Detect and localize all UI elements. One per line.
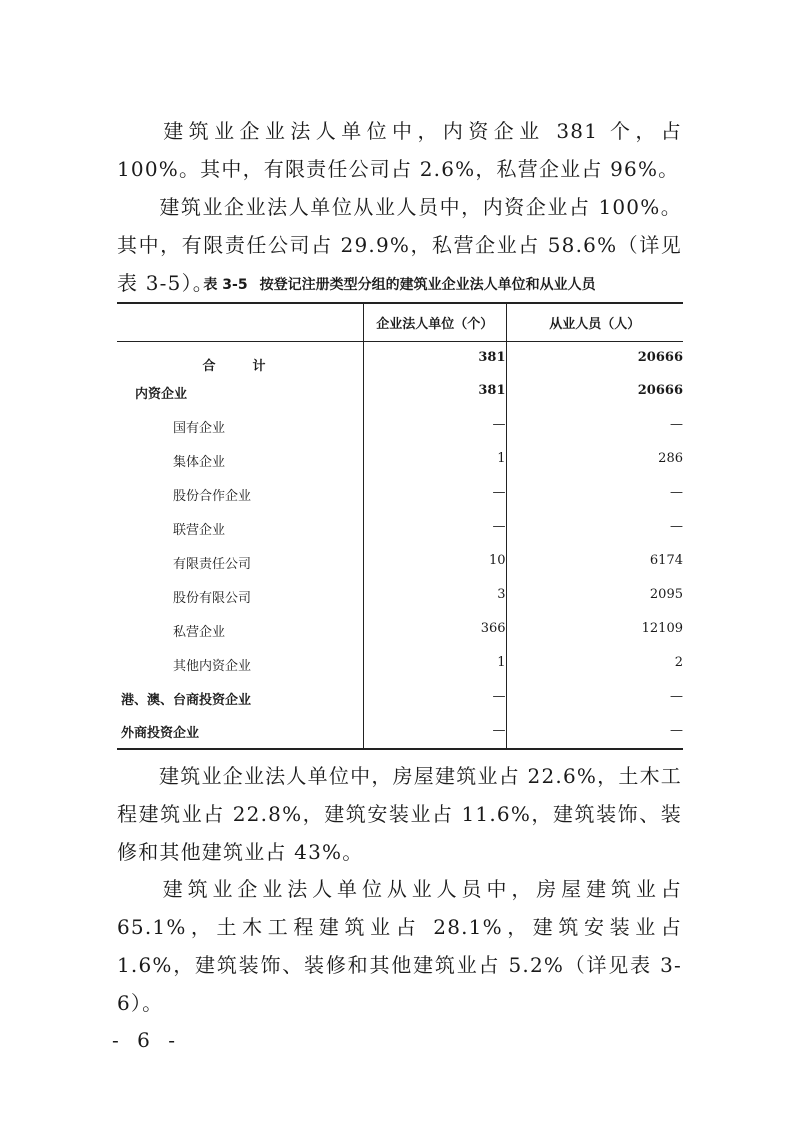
table-row — [117, 477, 683, 511]
header-category — [117, 303, 364, 341]
row-label: 集体企业 — [173, 454, 226, 470]
paragraph-industry-units: 建筑业企业法人单位中，房屋建筑业占 22.6%，土木工程建筑业占 22.8%，建筑安装业占 11.6%，建筑装饰、装修和其他建筑业占 43%。 — [117, 764, 682, 864]
row-label: 有限责任公司 — [173, 556, 252, 572]
row-label: 内资企业 — [135, 386, 188, 402]
employees-value: 12109 — [506, 613, 683, 647]
table-row-total — [117, 341, 683, 375]
employees-value: 286 — [506, 443, 683, 477]
table-row — [117, 545, 683, 579]
units-value: 366 — [364, 613, 507, 647]
table-row — [117, 715, 683, 749]
units-value: — — [364, 477, 507, 511]
row-label: 股份有限公司 — [173, 590, 252, 606]
row-label: 联营企业 — [173, 522, 226, 538]
row-label: 外商投资企业 — [121, 726, 200, 741]
units-value: — — [364, 715, 507, 749]
table-row — [117, 647, 683, 681]
row-label: 港、澳、台商投资企业 — [121, 692, 252, 708]
table-row — [117, 511, 683, 545]
employees-value: 6174 — [506, 545, 683, 579]
row-label: 合 计 — [202, 358, 278, 374]
table-title: 按登记注册类型分组的建筑业企业法人单位和从业人员 — [259, 277, 596, 293]
row-label: 私营企业 — [173, 624, 226, 640]
units-value: 1 — [364, 647, 507, 681]
units-value: — — [364, 681, 507, 715]
units-value: — — [364, 511, 507, 545]
table-row — [117, 409, 683, 443]
employees-value: — — [506, 409, 683, 443]
employees-value: — — [506, 681, 683, 715]
table-caption — [117, 274, 682, 294]
table-row — [117, 375, 683, 409]
units-value: 381 — [364, 341, 507, 375]
header-employees: 从业人员（人） — [506, 303, 683, 341]
employees-value: 20666 — [506, 375, 683, 409]
paragraph-domestic-employees: 建筑业企业法人单位从业人员中，内资企业占 100%。其中，有限责任公司占 29.9%，私营企业占 58.6%（详见表 3-5）。 — [117, 195, 682, 295]
page-number: - 6 - — [112, 1028, 181, 1052]
employees-value: — — [506, 715, 683, 749]
paragraph-industry-employees: 建筑业企业法人单位从业人员中，房屋建筑业占 65.1%，土木工程建筑业占 28.1%，建筑安装业占 1.6%，建筑装饰、装修和其他建筑业占 5.2%（详见表 3-6）。 — [117, 877, 682, 1015]
employees-value: 2 — [506, 647, 683, 681]
units-value: 3 — [364, 579, 507, 613]
table-row — [117, 443, 683, 477]
employees-value: — — [506, 477, 683, 511]
table-row — [117, 579, 683, 613]
paragraph-domestic-units: 建筑业企业法人单位中，内资企业 381 个，占 100%。其中，有限责任公司占 2.6%，私营企业占 96%。 — [117, 119, 682, 181]
employees-value: 2095 — [506, 579, 683, 613]
table-row — [117, 613, 683, 647]
row-label: 其他内资企业 — [173, 658, 252, 674]
row-label: 国有企业 — [173, 420, 226, 436]
units-value: 381 — [364, 375, 507, 409]
employees-value: 20666 — [506, 341, 683, 375]
row-label: 股份合作企业 — [173, 488, 252, 504]
employees-value: — — [506, 511, 683, 545]
registration-type-table — [117, 302, 683, 750]
units-value: 1 — [364, 443, 507, 477]
table-header-row — [117, 303, 683, 341]
table-row — [117, 681, 683, 715]
units-value: — — [364, 409, 507, 443]
units-value: 10 — [364, 545, 507, 579]
table-number: 表 3-5 — [203, 277, 248, 293]
header-units: 企业法人单位（个） — [364, 303, 507, 341]
